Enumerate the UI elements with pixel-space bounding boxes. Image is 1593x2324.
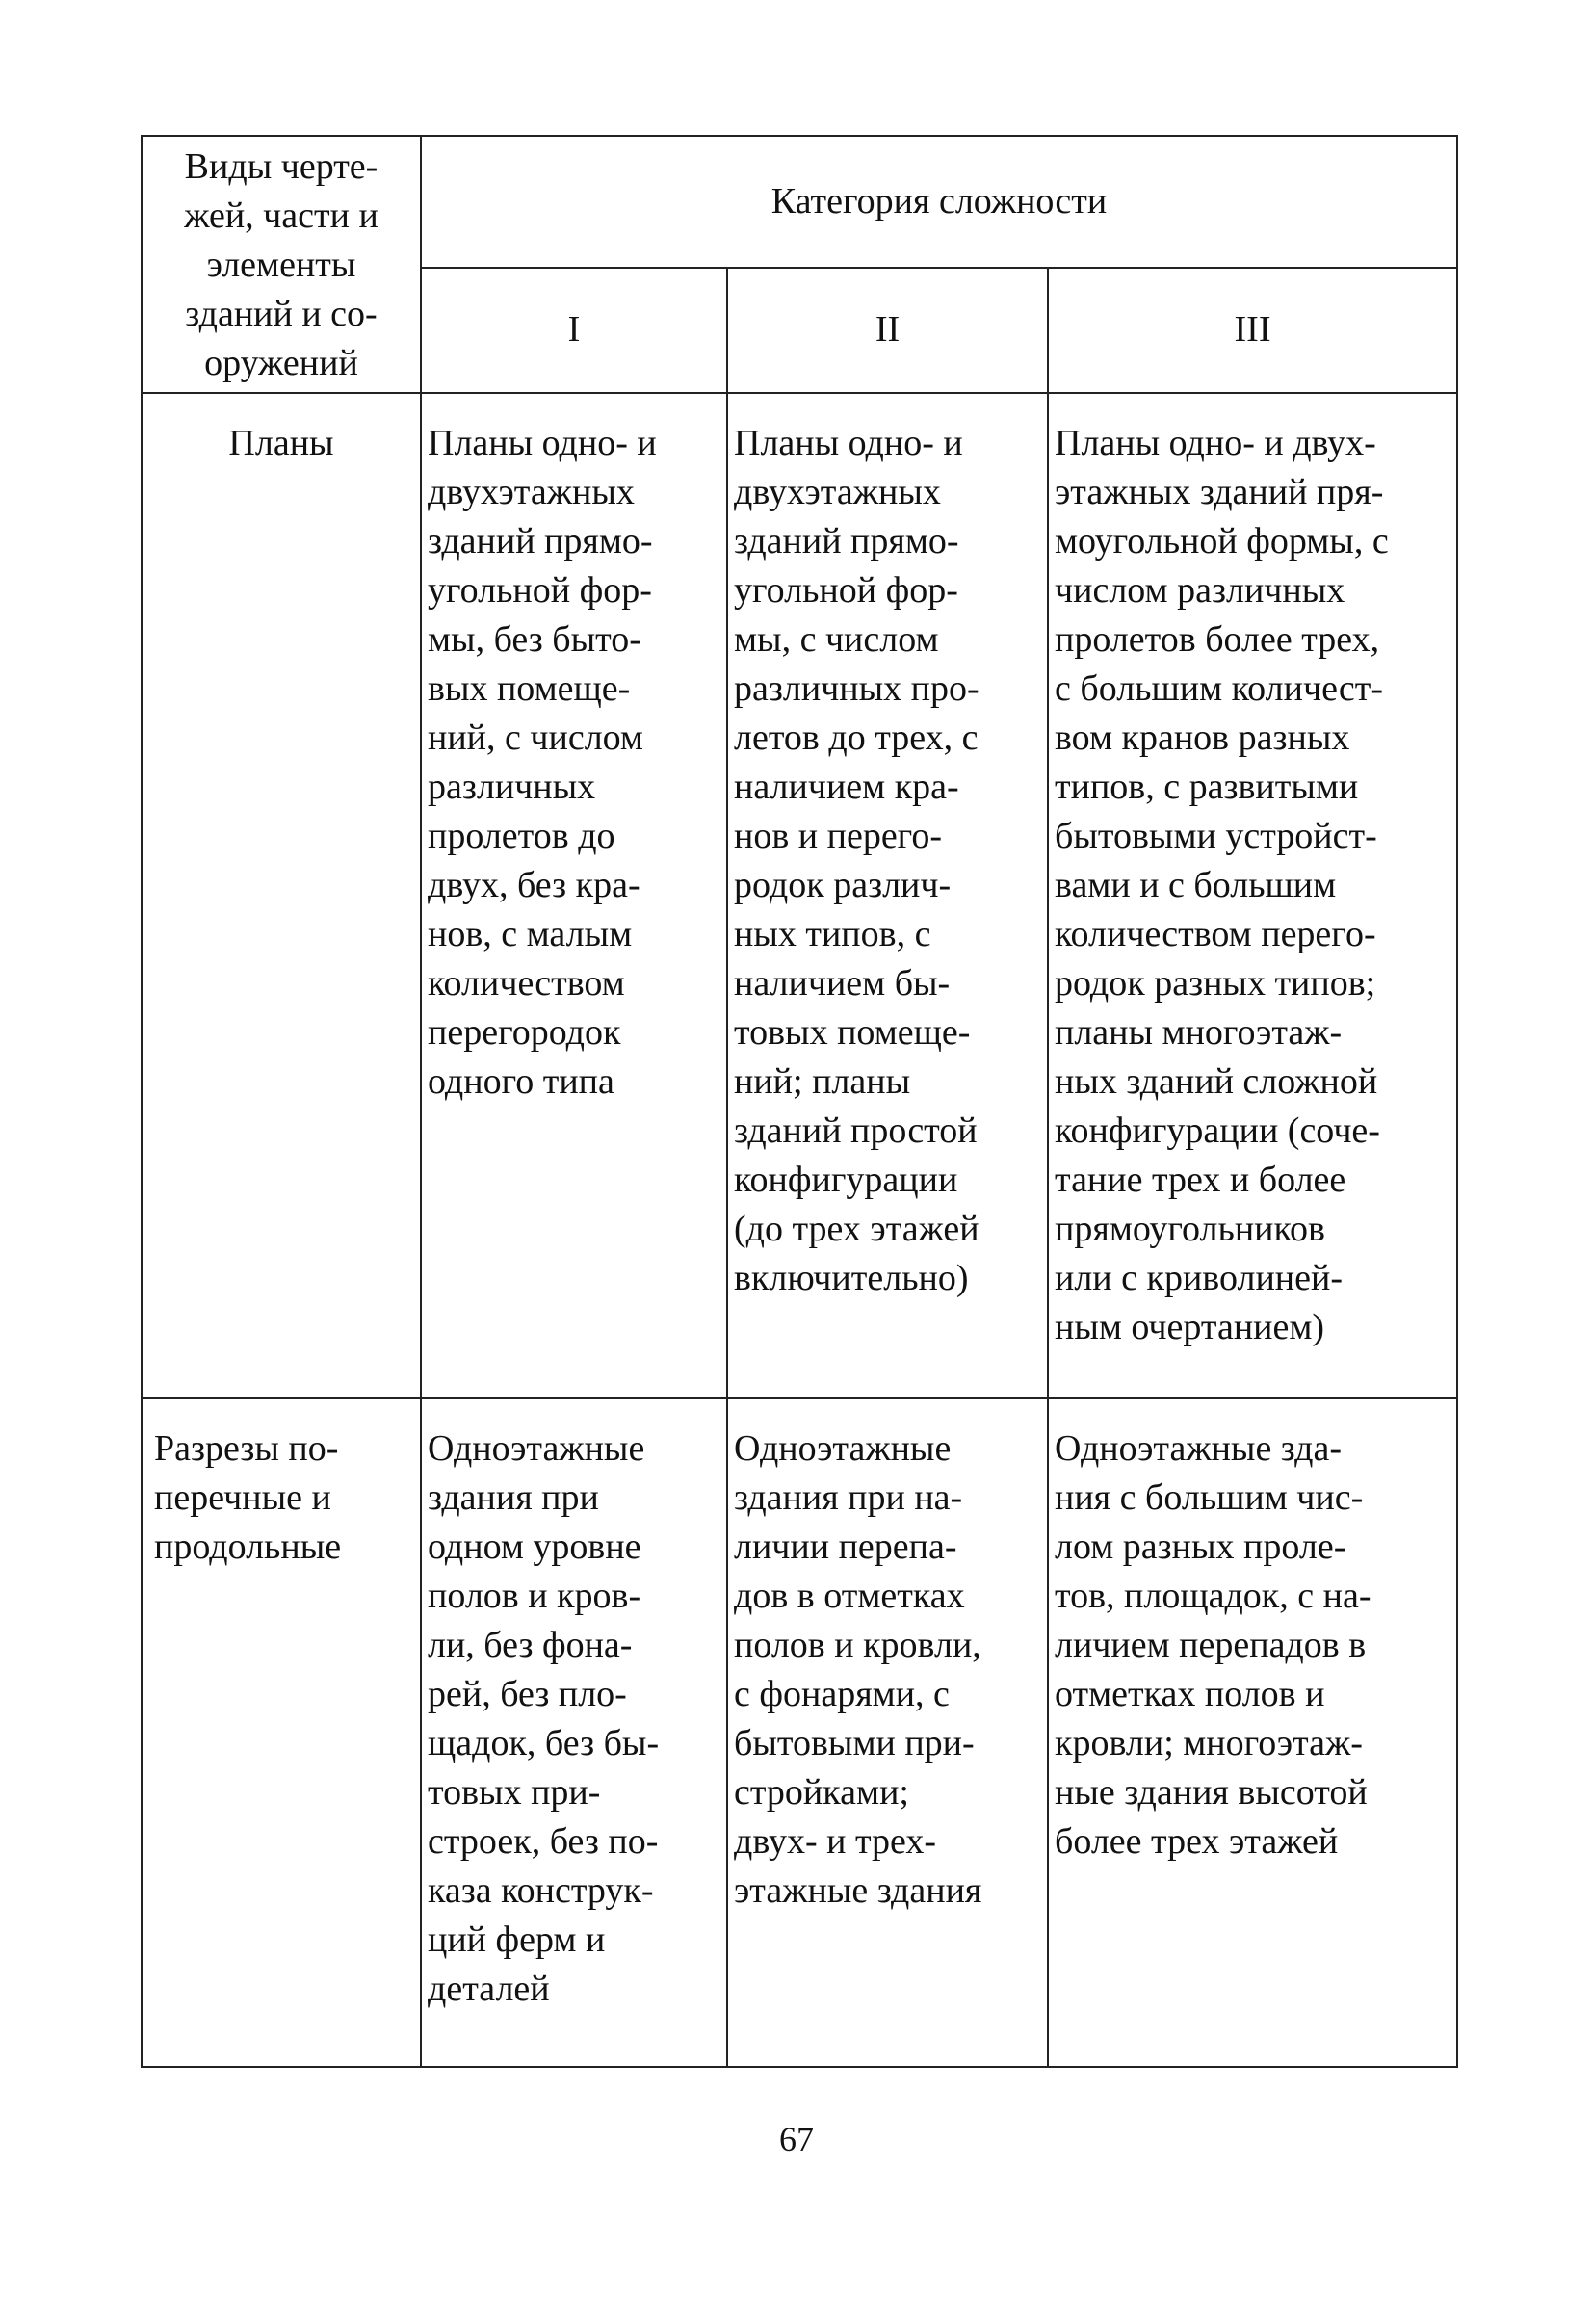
cell-text-line: двух- и трех-: [734, 1821, 937, 1862]
cell-text-line: стройками;: [734, 1772, 909, 1813]
cell-text-line: Разрезы по-: [154, 1428, 339, 1469]
cell-text-line: ных зданий сложной: [1055, 1061, 1378, 1102]
cell-text-line: лом разных проле-: [1055, 1527, 1346, 1567]
cell-text-line: отметках полов и: [1055, 1674, 1325, 1714]
cell-text-line: летов до трех, с: [734, 718, 979, 758]
cell-text-line: с большим количест-: [1055, 668, 1384, 709]
category-column-1: I: [421, 268, 727, 393]
header-line: элементы: [206, 245, 356, 285]
table-cell: [1048, 393, 1457, 1398]
cell-text-line: строек, без по-: [428, 1821, 659, 1862]
cell-text-line: дов в отметках: [734, 1576, 965, 1616]
cell-text-line: угольной фор-: [428, 570, 652, 611]
cell-text-line: ным очертанием): [1055, 1307, 1325, 1347]
cell-text-line: ний, с числом: [428, 718, 643, 758]
cell-text-line: вами и с большим: [1055, 865, 1337, 905]
cell-text-line: моугольной формы, с: [1055, 521, 1389, 561]
cell-text-line: нов и перего-: [734, 816, 942, 856]
cell-text-line: полов и кровли,: [734, 1625, 981, 1665]
table-row: [142, 393, 1457, 1398]
cell-text-line: более трех этажей: [1055, 1821, 1339, 1862]
cell-text-line: типов, с развитыми: [1055, 767, 1359, 807]
cell-text-line: одном уровне: [428, 1527, 641, 1567]
category-column-3: III: [1048, 268, 1457, 393]
cell-text-line: числом различных: [1055, 570, 1345, 611]
cell-text-line: рей, без пло-: [428, 1674, 627, 1714]
cell-text-line: различных про-: [734, 668, 979, 709]
cell-text-line: конфигурации (соче-: [1055, 1110, 1380, 1151]
cell-text-line: перечные и: [154, 1477, 331, 1518]
cell-text-line: пролетов до: [428, 816, 615, 856]
header-line: зданий и со-: [185, 294, 378, 334]
cell-text-line: ных типов, с: [734, 914, 931, 954]
cell-text-line: нов, с малым: [428, 914, 633, 954]
header-line: Виды черте-: [184, 146, 379, 187]
cell-text-line: двух, без кра-: [428, 865, 640, 905]
cell-text-line: зданий прямо-: [734, 521, 959, 561]
cell-text-line: тов, площадок, с на-: [1055, 1576, 1371, 1616]
table-cell: [421, 393, 727, 1398]
cell-text-line: зданий прямо-: [428, 521, 653, 561]
cell-text-line: личии перепа-: [734, 1527, 957, 1567]
cell-text-line: вых помеще-: [428, 668, 631, 709]
cell-text-line: тание трех и более: [1055, 1160, 1346, 1200]
cell-text-line: ний; планы: [734, 1061, 911, 1102]
cell-text-line: ли, без фона-: [428, 1625, 633, 1665]
cell-text-line: каза конструк-: [428, 1870, 654, 1911]
cell-text-line: пролетов более трех,: [1055, 619, 1380, 660]
table-cell: [1048, 1398, 1457, 2067]
cell-text-line: вом кранов разных: [1055, 718, 1350, 758]
cell-text-line: ные здания высотой: [1055, 1772, 1368, 1813]
cell-text-line: бытовыми при-: [734, 1723, 975, 1763]
cell-text-line: различных: [428, 767, 596, 807]
cell-text-line: этажных зданий пря-: [1055, 472, 1384, 512]
table-header-row: [142, 136, 1457, 268]
header-line: жей, части и: [184, 196, 379, 236]
cell-text-line: товых помеще-: [734, 1012, 971, 1053]
cell-text-line: мы, с числом: [734, 619, 939, 660]
cell-text-line: наличием бы-: [734, 963, 951, 1004]
cell-text-line: с фонарями, с: [734, 1674, 950, 1714]
table-cell: [421, 1398, 727, 2067]
cell-text-line: бытовыми устройст-: [1055, 816, 1377, 856]
cell-text-line: полов и кров-: [428, 1576, 641, 1616]
cell-text-line: кровли; многоэтаж-: [1055, 1723, 1363, 1763]
page-number: 67: [779, 2120, 814, 2158]
cell-text-line: ния с большим чис-: [1055, 1477, 1364, 1518]
cell-text-line: Планы одно- и: [428, 423, 657, 463]
category-column-2: II: [727, 268, 1048, 393]
cell-text-line: здания при: [428, 1477, 599, 1518]
cell-text-line: этажные здания: [734, 1870, 982, 1911]
cell-text-line: здания при на-: [734, 1477, 963, 1518]
cell-text-line: прямоугольников: [1055, 1209, 1325, 1249]
cell-text-line: щадок, без бы-: [428, 1723, 660, 1763]
cell-text-line: деталей: [428, 1969, 550, 2009]
complexity-table: [141, 135, 1458, 2068]
row-label-header: [142, 136, 421, 393]
cell-text-line: или с криволиней-: [1055, 1258, 1343, 1298]
row-name-sections: [142, 1398, 421, 2067]
cell-text-line: количеством перего-: [1055, 914, 1376, 954]
cell-text-line: личием перепадов в: [1055, 1625, 1367, 1665]
cell-text-line: Планы одно- и: [734, 423, 963, 463]
cell-text-line: мы, без быто-: [428, 619, 641, 660]
cell-text-line: конфигурации: [734, 1160, 958, 1200]
cell-text-line: Одноэтажные: [428, 1428, 645, 1469]
cell-text-line: одного типа: [428, 1061, 614, 1102]
cell-text-line: ций ферм и: [428, 1919, 606, 1960]
cell-text-line: родок разных типов;: [1055, 963, 1376, 1004]
category-header: Категория сложности: [421, 136, 1457, 268]
table-row: [142, 1398, 1457, 2067]
cell-text-line: Планы одно- и двух-: [1055, 423, 1376, 463]
cell-text-line: угольной фор-: [734, 570, 958, 611]
cell-text-line: количеством: [428, 963, 625, 1004]
cell-text-line: наличием кра-: [734, 767, 959, 807]
cell-text-line: планы многоэтаж-: [1055, 1012, 1343, 1053]
cell-text-line: Одноэтажные зда-: [1055, 1428, 1342, 1469]
cell-text-line: Одноэтажные: [734, 1428, 952, 1469]
cell-text-line: двухэтажных: [734, 472, 941, 512]
row-name-plans: Планы: [142, 393, 421, 1398]
cell-text-line: продольные: [154, 1527, 342, 1567]
header-line: оружений: [204, 343, 358, 383]
cell-text-line: перегородок: [428, 1012, 621, 1053]
cell-text-line: включительно): [734, 1258, 969, 1298]
cell-text-line: (до трех этажей: [734, 1209, 979, 1249]
table-cell: [727, 393, 1048, 1398]
cell-text-line: зданий простой: [734, 1110, 978, 1151]
cell-text-line: двухэтажных: [428, 472, 635, 512]
table-cell: [727, 1398, 1048, 2067]
cell-text-line: товых при-: [428, 1772, 601, 1813]
cell-text-line: родок различ-: [734, 865, 952, 905]
